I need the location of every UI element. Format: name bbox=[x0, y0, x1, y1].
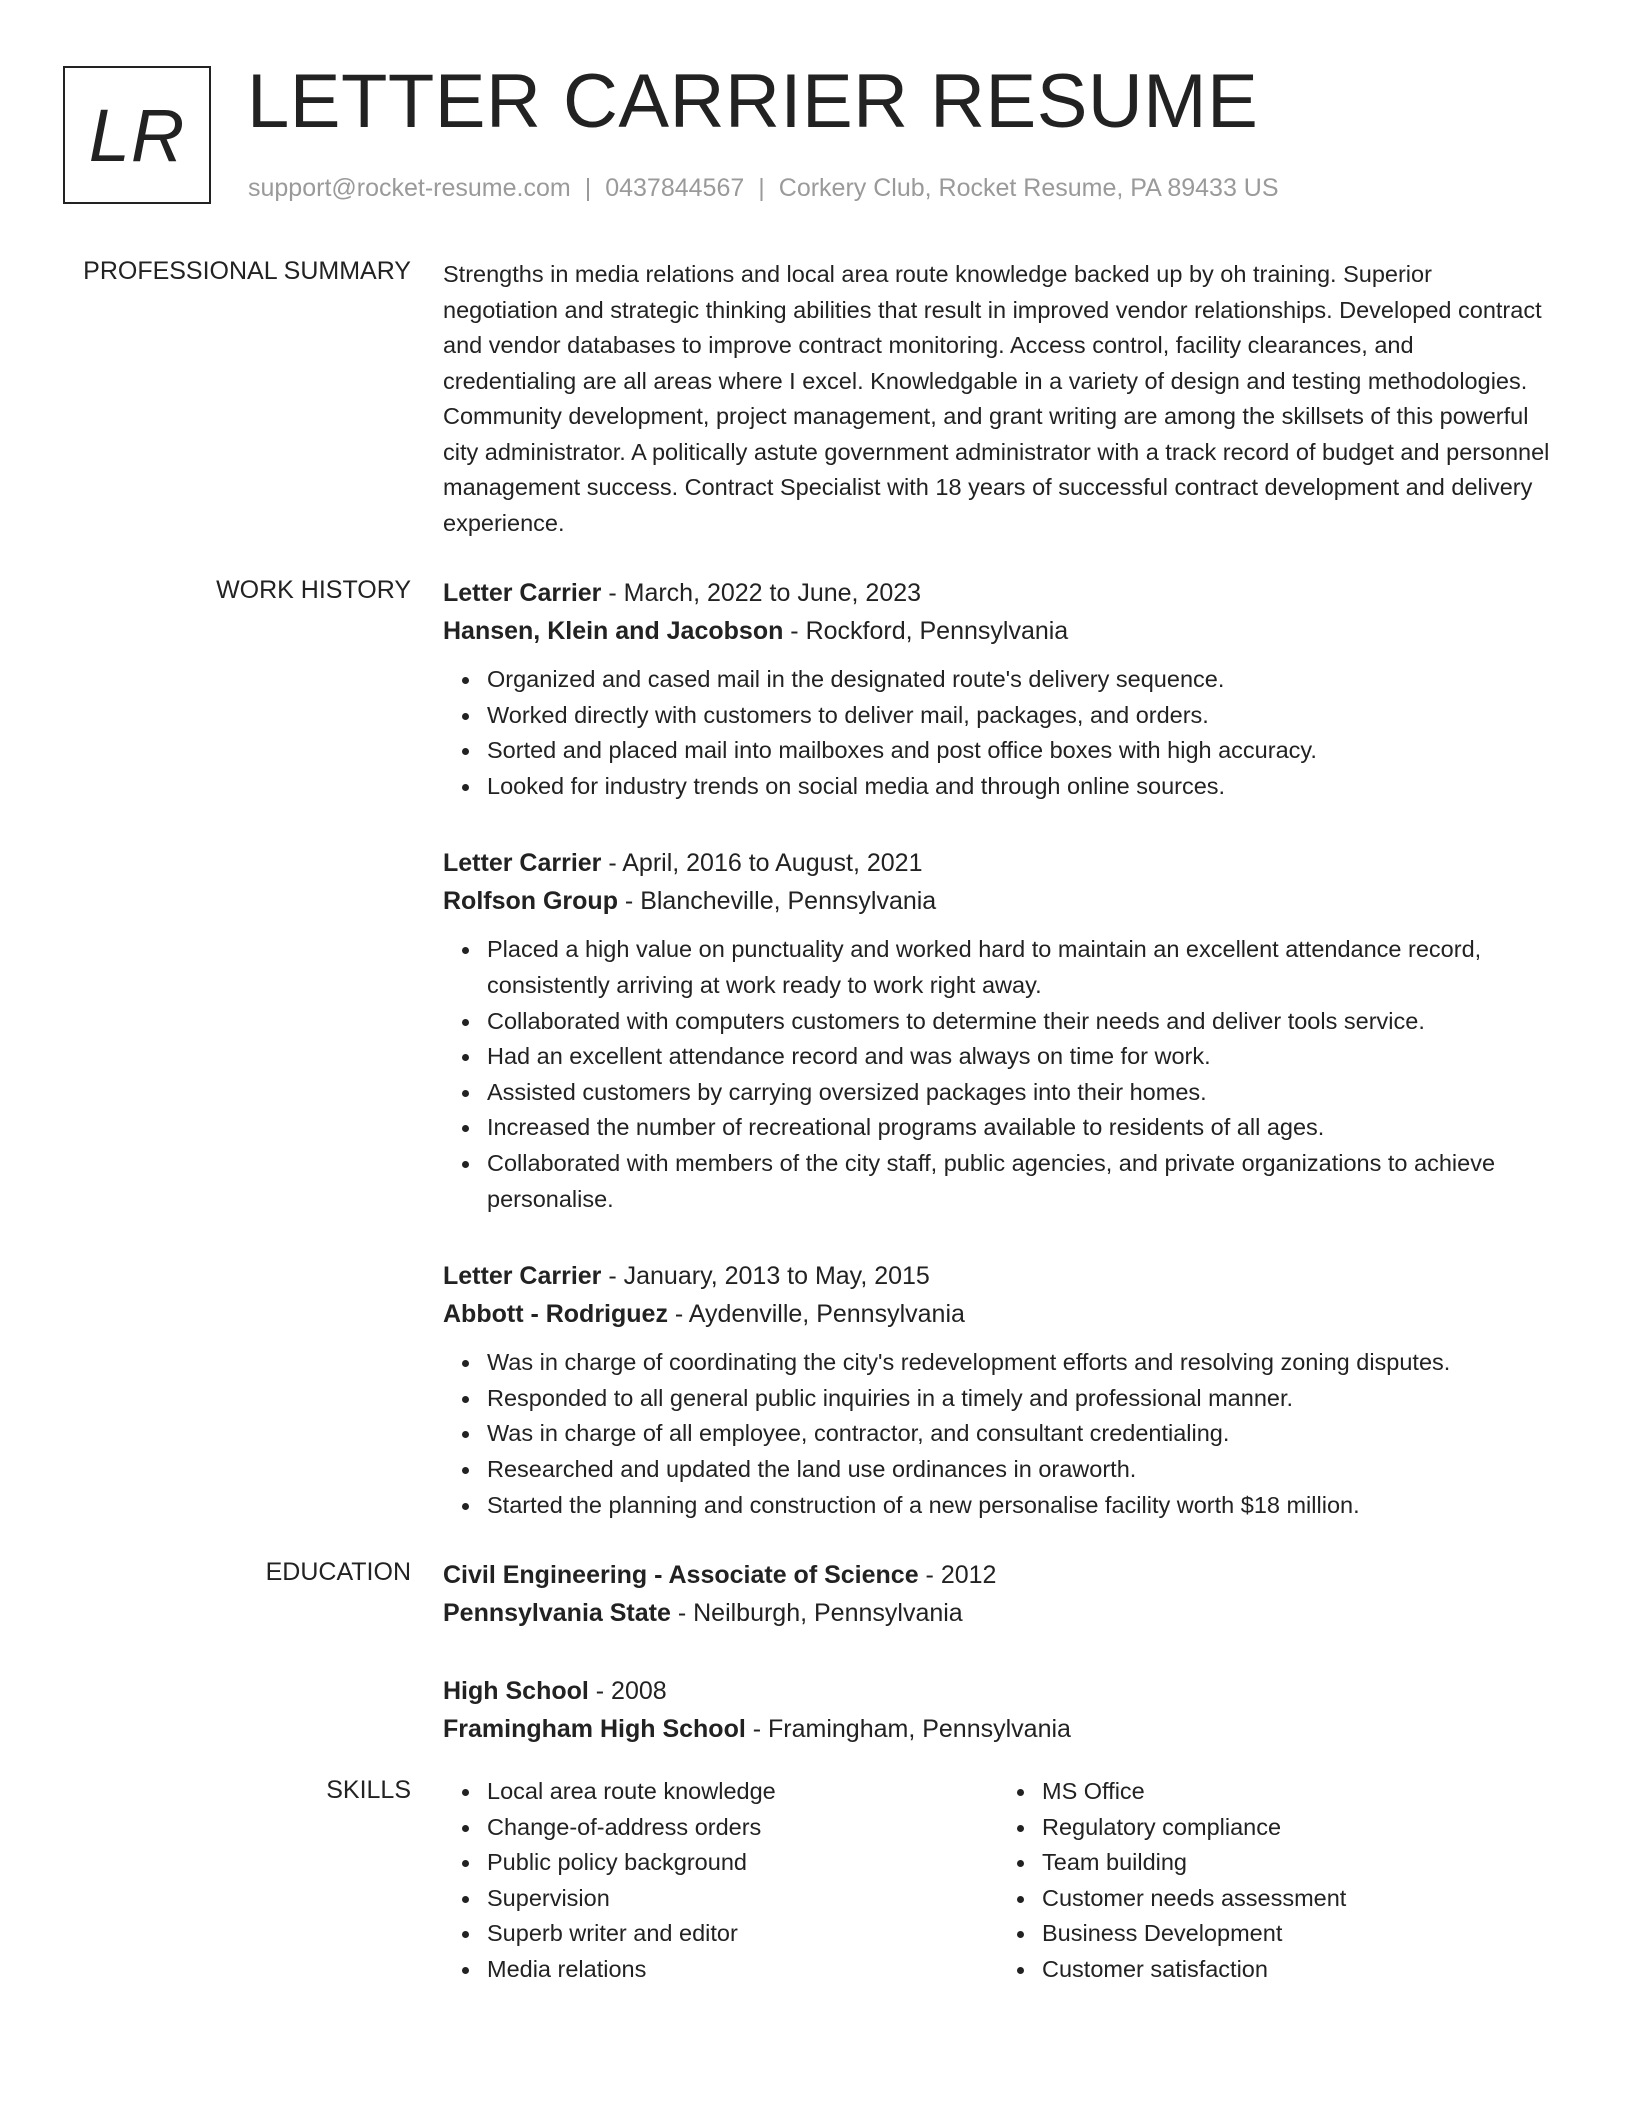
dash: - bbox=[670, 1599, 694, 1627]
job-entry bbox=[443, 574, 1553, 804]
skill-item: Media relations bbox=[487, 1952, 998, 1988]
job-title-line bbox=[443, 1257, 1553, 1295]
job-dates: March, 2022 to June, 2023 bbox=[623, 579, 922, 607]
section-label-education: EDUCATION bbox=[265, 1558, 411, 1586]
dash: - bbox=[745, 1715, 769, 1743]
job-company: Rolfson Group bbox=[443, 887, 618, 916]
job-location: Rockford, Pennsylvania bbox=[805, 617, 1069, 645]
job-bullet: Collaborated with members of the city staff, public agencies, and private organizations to achieve personalise. bbox=[487, 1146, 1553, 1217]
job-company-line bbox=[443, 1295, 1553, 1333]
dash: - bbox=[588, 1677, 612, 1705]
job-bullet: Had an excellent attendance record and was always on time for work. bbox=[487, 1039, 1553, 1075]
job-company: Abbott - Rodriguez bbox=[443, 1300, 668, 1329]
job-location: Aydenville, Pennsylvania bbox=[688, 1300, 965, 1329]
skill-item: Team building bbox=[1042, 1845, 1553, 1881]
education-school-line bbox=[443, 1594, 1553, 1632]
contact-separator: | bbox=[584, 174, 592, 202]
monogram-logo: LR bbox=[63, 66, 211, 204]
job-bullet: Started the planning and construction of a new personalise facility worth $18 million. bbox=[487, 1488, 1553, 1524]
job-title: Letter Carrier bbox=[443, 579, 602, 607]
job-title: Letter Carrier bbox=[443, 1262, 602, 1291]
job-bullet: Organized and cased mail in the designated route's delivery sequence. bbox=[487, 662, 1553, 698]
skill-item: Superb writer and editor bbox=[487, 1916, 998, 1952]
job-title: Letter Carrier bbox=[443, 849, 602, 878]
job-bullet: Researched and updated the land use ordinances in oraworth. bbox=[487, 1452, 1553, 1488]
job-bullet: Collaborated with computers customers to determine their needs and deliver tools service. bbox=[487, 1004, 1553, 1040]
job-entry bbox=[443, 844, 1553, 1217]
job-bullet: Worked directly with customers to deliver mail, packages, and orders. bbox=[487, 698, 1553, 734]
job-title-line bbox=[443, 844, 1553, 882]
education-school-line bbox=[443, 1710, 1553, 1748]
job-dates: April, 2016 to August, 2021 bbox=[622, 849, 923, 878]
education-location: Framingham, Pennsylvania bbox=[768, 1715, 1071, 1743]
skill-item: Business Development bbox=[1042, 1916, 1553, 1952]
contact-line bbox=[248, 174, 1279, 203]
contact-phone[interactable]: 0437844567 bbox=[605, 174, 745, 202]
job-company-line bbox=[443, 882, 1553, 920]
job-company-line bbox=[443, 612, 1553, 650]
skill-item: Local area route knowledge bbox=[487, 1774, 998, 1810]
dash: - bbox=[601, 1262, 624, 1291]
skill-item: Change-of-address orders bbox=[487, 1810, 998, 1846]
job-bullets bbox=[443, 932, 1553, 1217]
job-company: Hansen, Klein and Jacobson bbox=[443, 617, 784, 645]
job-bullet: Responded to all general public inquiries in a timely and professional manner. bbox=[487, 1381, 1553, 1417]
education-degree-line bbox=[443, 1672, 1553, 1710]
education-school: Framingham High School bbox=[443, 1715, 746, 1743]
resume-title: LETTER CARRIER RESUME bbox=[247, 59, 1259, 144]
job-bullet: Was in charge of coordinating the city's redevelopment efforts and resolving zoning disputes. bbox=[487, 1345, 1553, 1381]
dash: - bbox=[918, 1561, 941, 1589]
section-label-summary: PROFESSIONAL SUMMARY bbox=[83, 257, 411, 285]
job-bullet: Looked for industry trends on social media and through online sources. bbox=[487, 769, 1553, 805]
contact-separator: | bbox=[758, 174, 765, 202]
job-entry bbox=[443, 1257, 1553, 1523]
education-degree-line bbox=[443, 1556, 1553, 1594]
section-label-skills: SKILLS bbox=[326, 1776, 411, 1804]
education-school: Pennsylvania State bbox=[443, 1599, 671, 1627]
job-title-line bbox=[443, 574, 1553, 612]
education-degree: High School bbox=[443, 1677, 589, 1705]
education-entry bbox=[443, 1672, 1553, 1748]
dash: - bbox=[601, 849, 623, 878]
summary-body bbox=[443, 257, 1553, 541]
skill-item: Public policy background bbox=[487, 1845, 998, 1881]
job-bullet: Was in charge of all employee, contractor, and consultant credentialing. bbox=[487, 1416, 1553, 1452]
job-bullet: Sorted and placed mail into mailboxes and post office boxes with high accuracy. bbox=[487, 733, 1553, 769]
contact-address: Corkery Club, Rocket Resume, PA 89433 US bbox=[778, 174, 1279, 202]
job-bullets bbox=[443, 662, 1553, 804]
education-degree: Civil Engineering - Associate of Science bbox=[443, 1561, 919, 1589]
work-history-body bbox=[443, 574, 1553, 1563]
education-year: 2012 bbox=[940, 1561, 997, 1589]
job-location: Blancheville, Pennsylvania bbox=[640, 887, 937, 916]
contact-email[interactable]: support@rocket-resume.com bbox=[248, 174, 571, 202]
summary-text: Strengths in media relations and local area route knowledge backed up by oh training. Superior negotiation and strategic thinking abilities that result in improved vendor relationships. Developed contract and vendor databases to improve contract monitoring. Access control, facility clearances, and credentialing are all areas where I excel. Knowledgable in a variety of design and testing methodologies. Community development, project management, and grant writing are among the skillsets of this powerful city administrator. A politically astute government administrator with a track record of budget and personnel management success. Contract Specialist with 18 years of successful contract development and delivery experience. bbox=[443, 261, 1550, 536]
skills-list-left bbox=[443, 1774, 998, 1988]
dash: - bbox=[617, 887, 641, 916]
education-entry bbox=[443, 1556, 1553, 1632]
skill-item: Customer needs assessment bbox=[1042, 1881, 1553, 1917]
job-bullet: Increased the number of recreational programs available to residents of all ages. bbox=[487, 1110, 1553, 1146]
dash: - bbox=[783, 617, 806, 645]
skill-item: Supervision bbox=[487, 1881, 998, 1917]
section-label-work-history: WORK HISTORY bbox=[216, 576, 411, 604]
job-bullet: Assisted customers by carrying oversized packages into their homes. bbox=[487, 1075, 1553, 1111]
skills-body bbox=[443, 1774, 1553, 1988]
education-body bbox=[443, 1556, 1553, 1788]
skill-item: Customer satisfaction bbox=[1042, 1952, 1553, 1988]
skill-item: Regulatory compliance bbox=[1042, 1810, 1553, 1846]
skills-columns bbox=[443, 1774, 1553, 1988]
dash: - bbox=[667, 1300, 689, 1329]
skills-list-right bbox=[998, 1774, 1553, 1988]
job-bullet: Placed a high value on punctuality and worked hard to maintain an excellent attendance record, consistently arriving at work ready to work right away. bbox=[487, 932, 1553, 1003]
skill-item: MS Office bbox=[1042, 1774, 1553, 1810]
job-dates: January, 2013 to May, 2015 bbox=[623, 1262, 930, 1291]
dash: - bbox=[601, 579, 624, 607]
education-year: 2008 bbox=[611, 1677, 667, 1705]
education-location: Neilburgh, Pennsylvania bbox=[693, 1599, 963, 1627]
job-bullets bbox=[443, 1345, 1553, 1523]
